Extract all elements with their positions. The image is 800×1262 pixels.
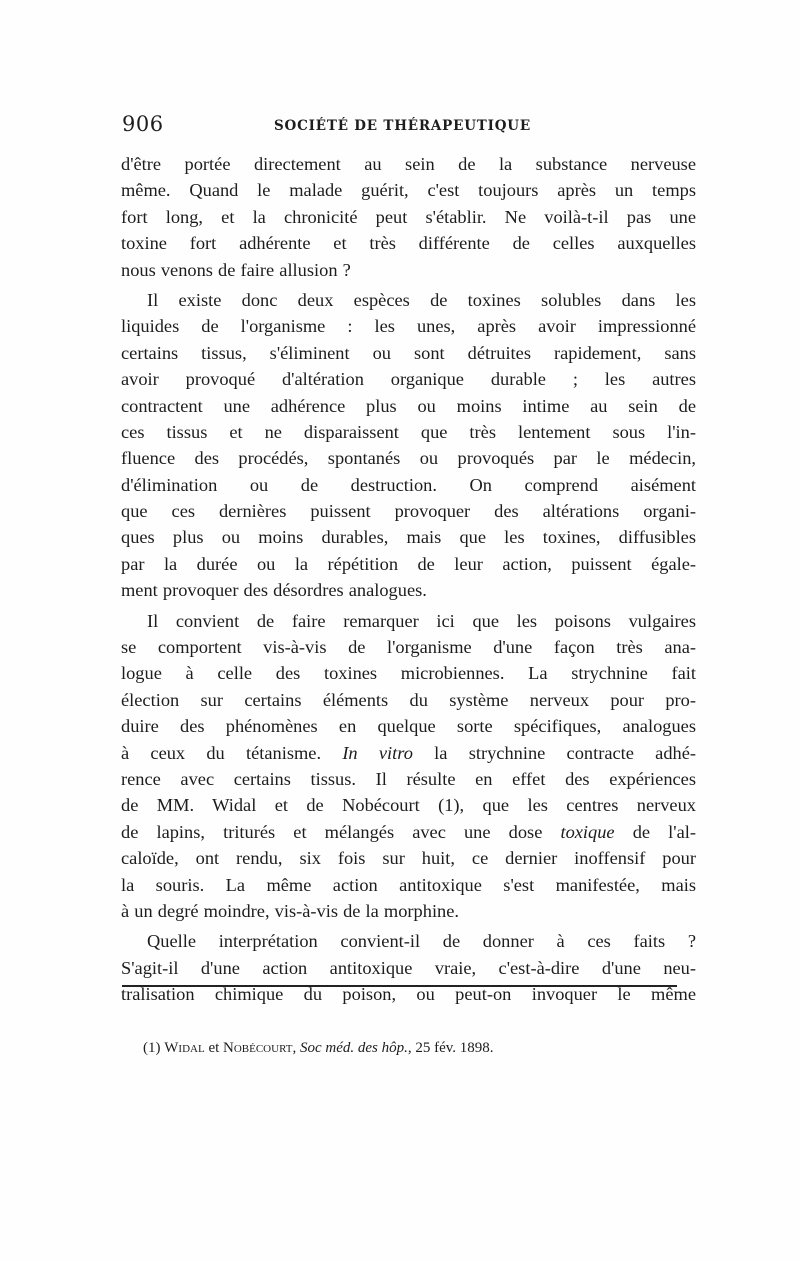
italic-term: toxique: [560, 821, 615, 842]
text-segment: à ceux du tétanisme.: [121, 742, 322, 763]
text-line: S'agit-il d'une action antitoxique vraie, c'est-à-dire d'une neu-: [121, 957, 696, 978]
text-line: certains tissus, s'éliminent ou sont détruites rapidement, sans: [121, 342, 696, 363]
text-line: se comportent vis-à-vis de l'organisme d'une façon très ana-: [121, 637, 696, 658]
text-line: avoir provoqué d'altération organique durable ; les autres: [121, 369, 696, 390]
text-line: toxine fort adhérente et très différente de celles auxquelles: [121, 233, 696, 254]
text-line: par la durée ou la répétition de leur action, puissent égale-: [121, 553, 696, 574]
footnote: (1) Widal et Nobécourt, Soc méd. des hôp., 25 fév. 1898.: [143, 1040, 494, 1056]
text-line: logue à celle des toxines microbiennes. La strychnine fait: [121, 663, 696, 684]
text-line-mixed: [121, 819, 696, 845]
text-line: ques plus ou moins durables, mais que les toxines, diffusibles: [121, 527, 696, 548]
text-line: fluence des procédés, spontanés ou provoqués par le médecin,: [121, 448, 696, 469]
text-line: que ces dernières puissent provoquer des altérations organi-: [121, 501, 696, 522]
text-segment: de lapins, triturés et mélangés avec une dose: [121, 821, 543, 842]
page-header: [122, 112, 692, 142]
text-line: Il existe donc deux espèces de toxines solubles dans les: [147, 289, 696, 310]
text-line: fort long, et la chronicité peut s'établir. Ne voilà-t-il pas une: [121, 206, 696, 227]
text-line: rence avec certains tissus. Il résulte en effet des expériences: [121, 768, 696, 789]
text-line: duire des phénomènes en quelque sorte spécifiques, analogues: [121, 716, 696, 737]
text-segment: de l'al-: [614, 821, 696, 842]
running-title: SOCIÉTÉ DE THÉRAPEUTIQUE: [274, 118, 531, 134]
text-line-mixed: [121, 740, 696, 766]
text-line: caloïde, ont rendu, six fois sur huit, ce dernier inoffensif pour: [121, 848, 696, 869]
text-line: Il convient de faire remarquer ici que les poisons vulgaires: [147, 610, 696, 631]
text-line: même. Quand le malade guérit, c'est toujours après un temps: [121, 180, 696, 201]
footnote-author: Nobécourt: [223, 1040, 293, 1056]
italic-term: In vitro: [342, 742, 413, 763]
footnote-source: Soc méd. des hôp.: [299, 1040, 408, 1056]
body-text: [121, 151, 696, 1008]
text-line: à un degré moindre, vis-à-vis de la morphine.: [121, 900, 460, 921]
text-line: d'être portée directement au sein de la substance nerveuse: [121, 154, 696, 174]
text-line: liquides de l'organisme : les unes, après avoir impressionné: [121, 316, 696, 337]
text-line: d'élimination ou de destruction. On comprend aisément: [121, 474, 696, 495]
text-line: de MM. Widal et de Nobécourt (1), que les centres nerveux: [121, 795, 696, 816]
text-line: contractent une adhérence plus ou moins intime au sein de: [121, 395, 696, 416]
page-number: 906: [122, 112, 164, 136]
text-line: tralisation chimique du poison, ou peut-on invoquer le même: [121, 984, 696, 1005]
footnote-date: , 25 fév. 1898.: [407, 1040, 494, 1056]
footnote-author: Widal: [164, 1040, 205, 1056]
text-line: nous venons de faire allusion ?: [121, 259, 351, 280]
text-line: ces tissus et ne disparaissent que très lentement sous l'in-: [121, 421, 696, 442]
text-segment: la strychnine contracte adhé-: [412, 742, 696, 763]
text-line: ment provoquer des désordres analogues.: [121, 580, 427, 601]
text-line: Quelle interprétation convient-il de donner à ces faits ?: [147, 931, 696, 952]
footnote-divider: [122, 985, 677, 987]
footnote-conjunction: et: [208, 1040, 220, 1056]
text-line: élection sur certains éléments du système nerveux pour pro-: [121, 689, 696, 710]
text-line: la souris. La même action antitoxique s'est manifestée, mais: [121, 874, 696, 895]
footnote-marker: (1): [143, 1040, 161, 1056]
